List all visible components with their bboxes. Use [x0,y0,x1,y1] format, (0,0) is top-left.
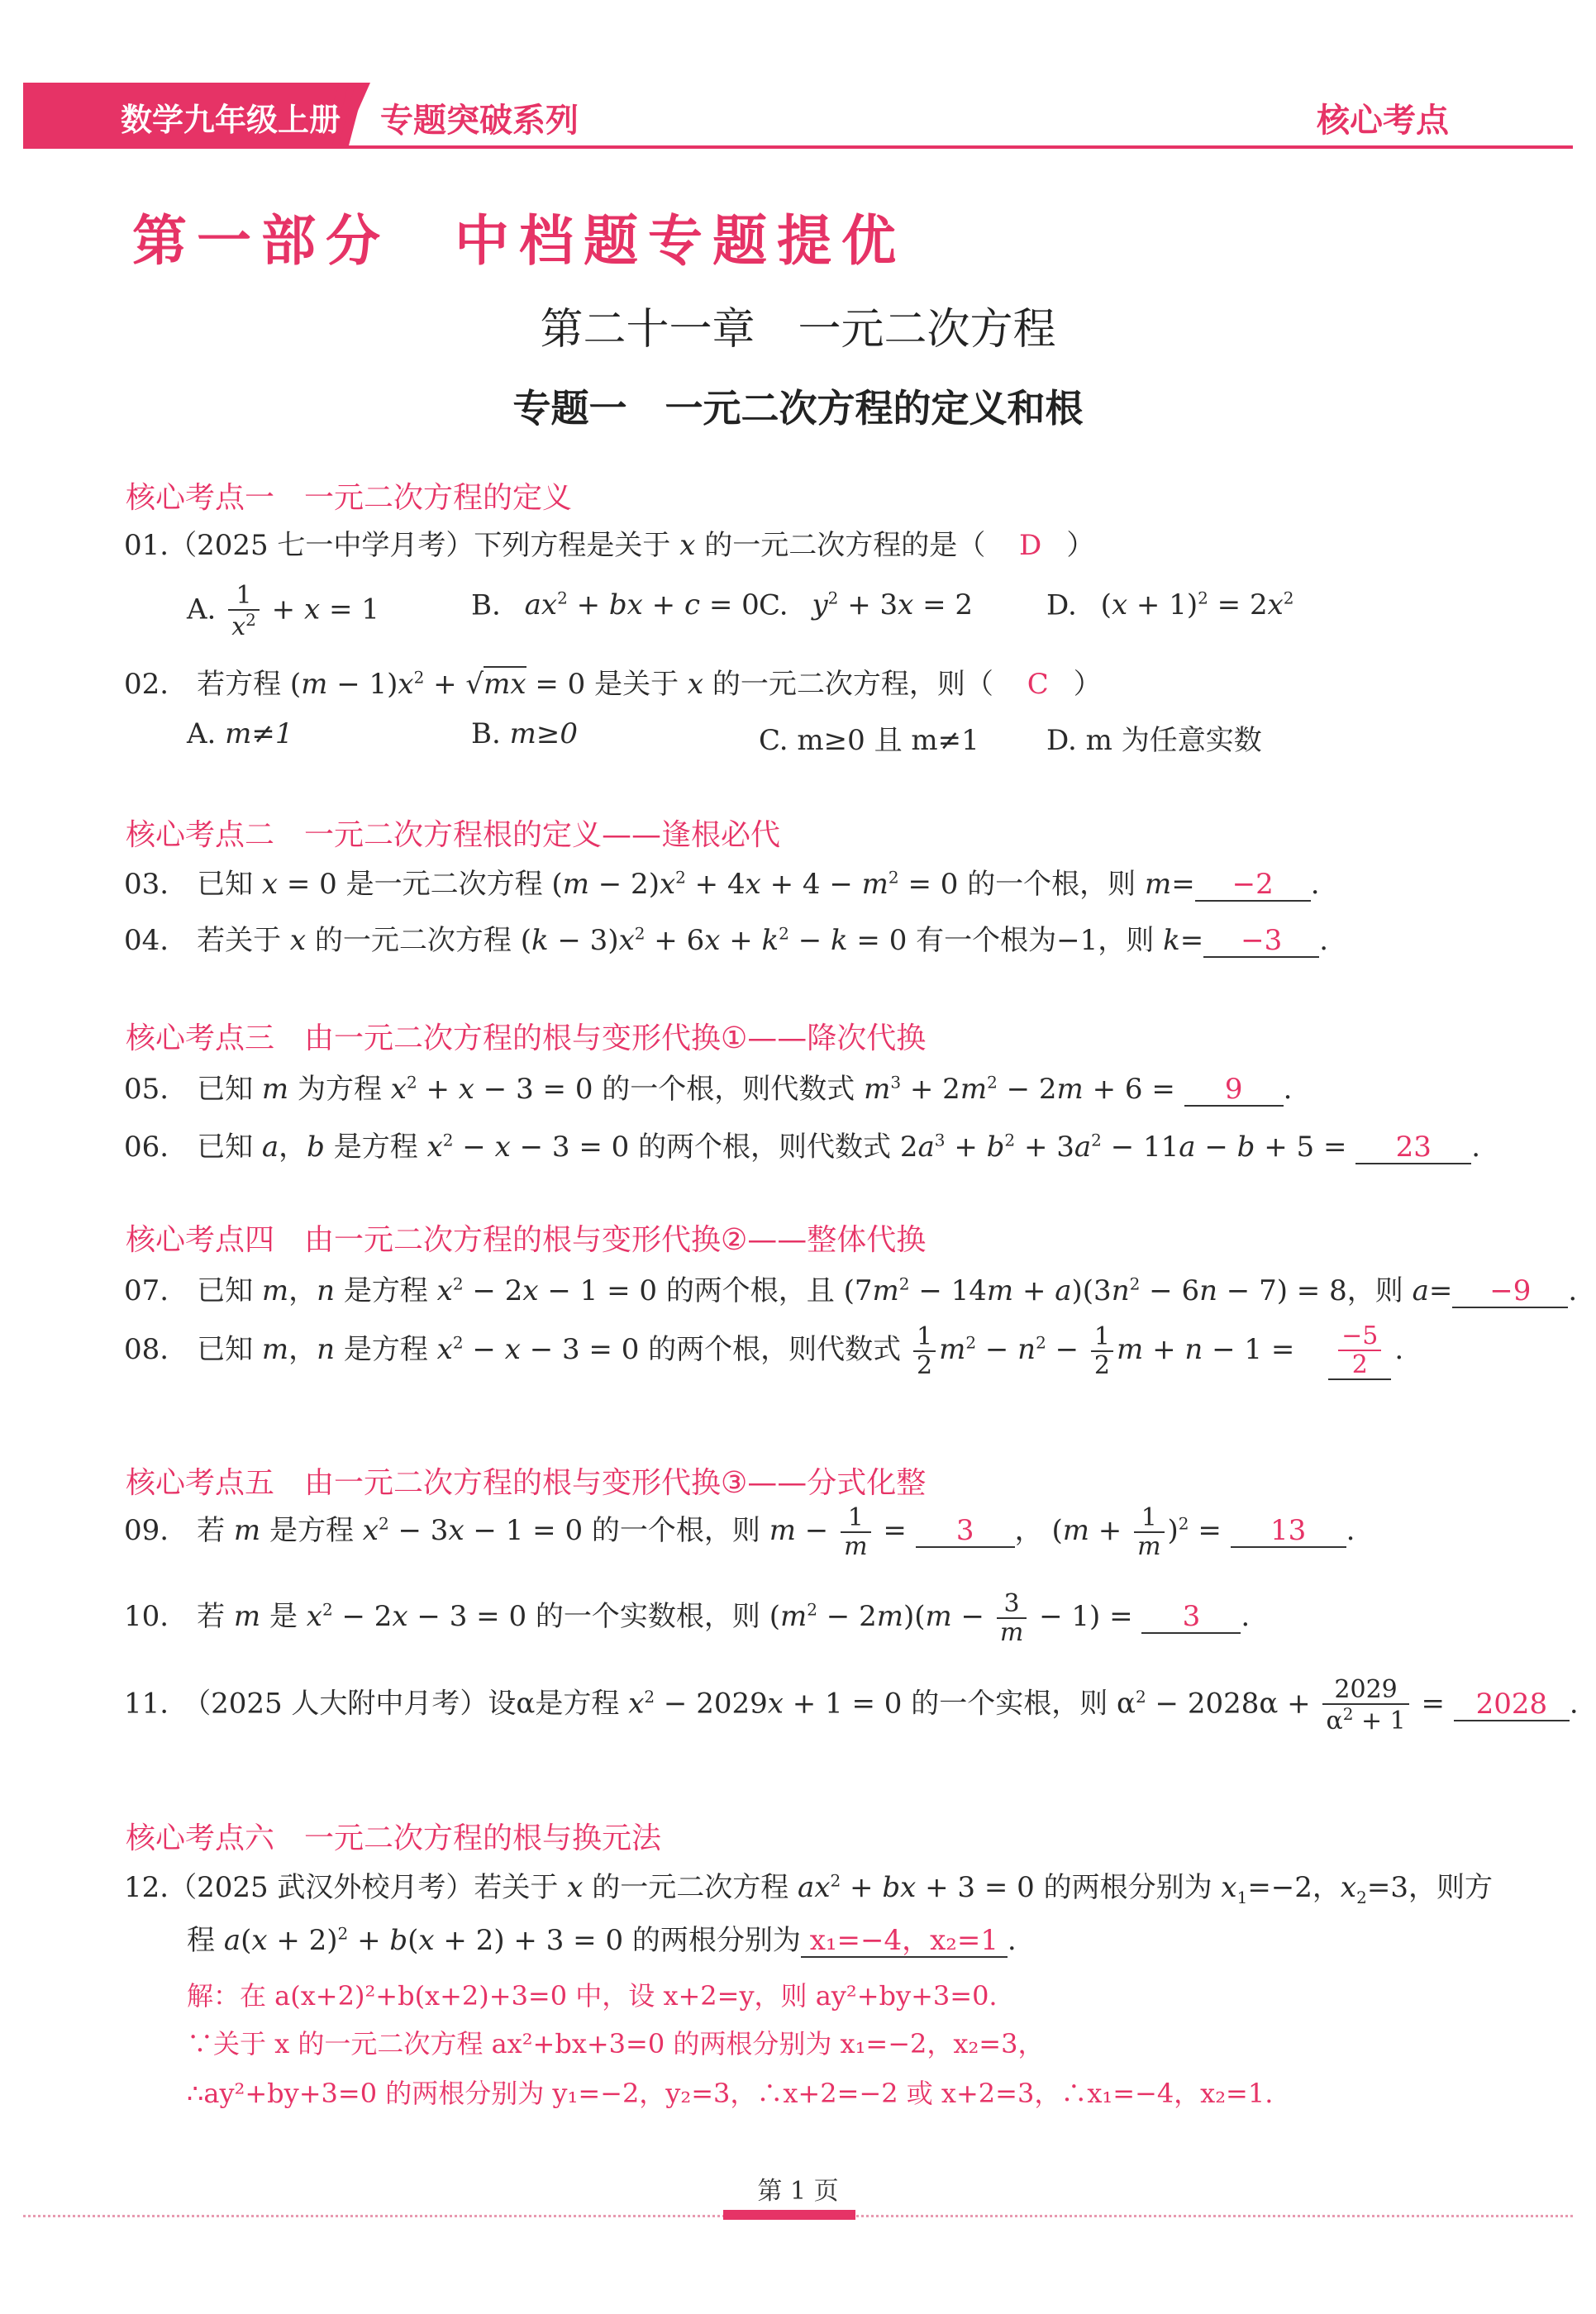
question-11: 11. （2025 人大附中月考）设α是方程 $x^2 - 2029x + 1 = 0$ 的一个实根，则 $\alpha^2 - 2028\alpha$ + $\frac{2029}{\alpha^2 + 1}$ = 2028 . [124,1675,1579,1736]
answer-10: 3 [1141,1602,1241,1634]
solution-line-3: ∴ay²+by+3=0 的两根分别为 y₁=−2，y₂=3，∴x+2=−2 或 x+2=3，∴x₁=−4，x₂=1. [187,2078,1274,2109]
question-12: 12.（2025 武汉外校月考）若关于 x 的一元二次方程 $ax^2$ + bx + 3 = 0 的两根分别为 $x_1=-2$，$x_2=3$，则方 [124,1870,1493,1907]
q02-option-d: D. m 为任意实数 [1046,724,1262,757]
answer-07: −9 [1452,1276,1568,1308]
solution-line-1: 解：在 a(x+2)²+b(x+2)+3=0 中，设 x+2=y，则 ay²+by+3=0. [187,1980,998,2012]
question-05: 05. 已知 m 为方程 $x^2 + x - 3 = 0$ 的一个根，则代数式 $m^3 + 2m^2 - 2m + 6 = 9$ . [124,1072,1293,1106]
section-4-title: 核心考点四 由一元二次方程的根与变形代换②——整体代换 [126,1223,927,1257]
question-02: 02. 若方程 $(m - 1)x^2 + √mx = 0$ 是关于 x 的一元二次方程，则（ C ） [124,667,1102,701]
answer-06: 23 [1355,1132,1471,1164]
section-3-title: 核心考点三 由一元二次方程的根与变形代换①——降次代换 [126,1021,927,1055]
question-04: 04. 若关于 x 的一元二次方程 $(k - 3)x^2 + 6x + k^2 - k = 0$ 有一个根为−1，则 k= −3 . [124,923,1328,957]
question-03: 03. 已知 x = 0 是一元二次方程 $(m - 2)x^2 + 4x + 4 - m^2 = 0$ 的一个根，则 m= −2 . [124,867,1320,901]
q01-option-c: C. $y^2 + 3x = 2$ [759,588,974,622]
footer-accent-bar [723,2210,855,2220]
page-number: 第 1 页 [757,2177,839,2206]
question-07: 07. 已知 m，n 是方程 $x^2 - 2x - 1 = 0$ 的两个根，且 $(7m^2 - 14m + a)(3n^2 - 6n - 7) = 8$，则 a= −9 . [124,1274,1578,1307]
question-12-line2: 程 $a(x + 2)^2 + b(x + 2) + 3 = 0$ 的两根分别为 x₁=−4，x₂=1 . [187,1923,1017,1957]
answer-04: −3 [1203,926,1319,958]
question-10: 10. 若 m 是 $x^2 - 2x - 3 = 0$ 的一个实数根，则 $(m^2 - 2m)(m$ − $\frac{3}{m}$ − 1) = 3 . [124,1589,1251,1647]
header-grade: 数学九年级上册 [121,102,341,138]
section-6-title: 核心考点六 一元二次方程的根与换元法 [126,1821,662,1855]
question-01: 01.（2025 七一中学月考）下列方程是关于 x 的一元二次方程的是（ D ） [124,529,1095,562]
q01-option-a: A. $\frac{1}{x^2}$ + x = 1 [187,581,379,641]
header-right: 核心考点 [1317,101,1449,140]
answer-09a: 3 [916,1516,1015,1548]
q02-option-c: C. m≥0 且 m≠1 [759,724,979,757]
answer-09b: 13 [1231,1516,1346,1548]
part-title: 第一部分 中档题专题提优 [132,208,906,273]
answer-01: D [1019,529,1042,562]
section-5-title: 核心考点五 由一元二次方程的根与变形代换③——分式化整 [126,1466,927,1500]
question-06: 06. 已知 a，b 是方程 $x^2 - x - 3 = 0$ 的两个根，则代数式 $2a^3 + b^2 + 3a^2 - 11a - b + 5 = 23$ . [124,1130,1481,1164]
question-09: 09. 若 m 是方程 $x^2 - 3x - 1 = 0$ 的一个根，则 m − $\frac{1}{m}$ = 3 ， (m + $\frac{1}{m}$ )$^2$ = 13 . [124,1503,1355,1561]
section-1-title: 核心考点一 一元二次方程的定义 [126,481,573,515]
header-line [23,145,1573,149]
answer-05: 9 [1184,1074,1284,1107]
answer-03: −2 [1195,869,1311,902]
solution-line-2: ∵关于 x 的一元二次方程 ax²+bx+3=0 的两根分别为 x₁=−2，x₂=3， [187,2028,1045,2059]
q02-option-a: A. m≠1 [187,717,293,750]
section-2-title: 核心考点二 一元二次方程根的定义——逢根必代 [126,818,781,852]
q01-option-b: B. $ax^2$ + bx + c = 0 [471,588,760,622]
chapter-title: 第二十一章 一元二次方程 [540,305,1056,355]
question-08: 08. 已知 m，n 是方程 $x^2 - x - 3 = 0$ 的两个根，则代数式 $\frac{1}{2}$ $m^2 - n^2$ − $\frac{1}{2}$ m + n − 1 = $\frac{-5}{2}$ . [124,1321,1404,1380]
q01-option-d: D. $(x + 1)^2 = 2x^2$ [1046,588,1294,622]
q02-option-b: B. m≥0 [471,717,578,750]
page-header [23,83,1573,149]
header-series: 专题突破系列 [380,101,579,140]
answer-08: $\frac{-5}{2}$ [1328,1322,1391,1380]
answer-02: C [1027,668,1049,701]
topic-title: 专题一 一元二次方程的定义和根 [512,386,1084,431]
answer-11: 2028 [1454,1689,1570,1721]
answer-12: x₁=−4，x₂=1 [801,1926,1008,1958]
